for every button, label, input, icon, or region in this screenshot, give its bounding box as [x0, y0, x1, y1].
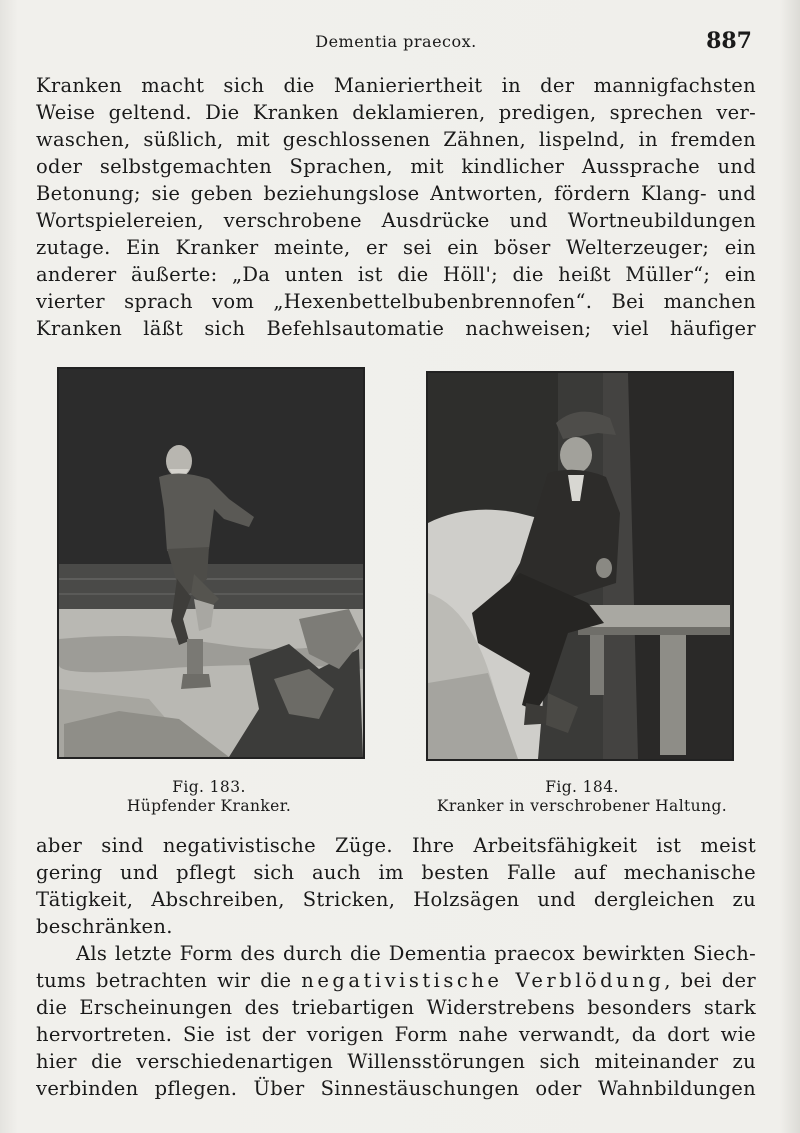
text-line: oder selbstgemachten Sprachen, mit kindlicher Aussprache und — [36, 155, 756, 178]
text-line: aber sind negativistische Züge. Ihre Arbeitsfähigkeit ist meist — [36, 834, 756, 857]
running-title: Dementia praecox. — [315, 32, 477, 51]
text-line: vierter sprach vom „Hexenbettelbubenbrennofen“. Bei manchen — [36, 290, 756, 313]
text-fragment: , bei der — [664, 969, 756, 992]
figure-183-photo — [57, 367, 365, 759]
text-line: Weise geltend. Die Kranken deklamieren, predigen, sprechen ver- — [36, 101, 756, 124]
figure-184-caption — [410, 778, 754, 816]
paragraph-bottom — [36, 940, 756, 1102]
text-fragment: tums betrachten wir die — [36, 969, 292, 992]
text-line: anderer äußerte: „Da unten ist die Höll'; die heißt Müller“; ein — [36, 263, 756, 286]
text-line — [36, 967, 756, 994]
text-line: Wortspielereien, verschrobene Ausdrücke und Wortneubildungen — [36, 209, 756, 232]
text-line: zutage. Ein Kranker meinte, er sei ein böser Welterzeuger; ein — [36, 236, 756, 259]
text-line: die Erscheinungen des triebartigen Widerstrebens besonders stark — [36, 996, 756, 1019]
text-line: Als letzte Form des durch die Dementia praecox bewirkten Siech- — [76, 942, 756, 965]
text-line: verbinden pflegen. Über Sinnestäuschungen oder Wahnbildungen — [36, 1077, 756, 1100]
text-line: Kranken macht sich die Manieriertheit in der mannigfachsten — [36, 74, 756, 97]
figure-label: Fig. 183. — [172, 778, 246, 796]
figure-caption-text: Hüpfender Kranker. — [126, 797, 292, 815]
text-line: beschränken. — [36, 915, 173, 938]
text-line: Tätigkeit, Abschreiben, Stricken, Holzsägen und dergleichen zu — [36, 888, 756, 911]
text-line: hier die verschiedenartigen Willensstörungen sich miteinander zu — [36, 1050, 756, 1073]
emphasized-term: negativistische Verblödung — [301, 969, 665, 992]
text-line: Kranken läßt sich Befehlsautomatie nachweisen; viel häufiger — [36, 317, 756, 340]
figure-caption-text: Kranker in verschrobener Haltung. — [436, 797, 728, 815]
text-line: hervortreten. Sie ist der vorigen Form nahe verwandt, da dort wie — [36, 1023, 756, 1046]
figure-184-photo — [426, 371, 734, 761]
page-header — [36, 30, 756, 58]
text-line: Betonung; sie geben beziehungslose Antworten, fördern Klang- und — [36, 182, 756, 205]
figure-183-caption — [57, 778, 361, 816]
paragraph-middle — [36, 832, 756, 940]
text-line: gering und pflegt sich auch im besten Falle auf mechanische — [36, 861, 756, 884]
page-number: 887 — [706, 28, 752, 54]
figure-label: Fig. 184. — [545, 778, 619, 796]
paragraph-top — [36, 72, 756, 342]
text-line: waschen, süßlich, mit geschlossenen Zähnen, lispelnd, in fremden — [36, 128, 756, 151]
